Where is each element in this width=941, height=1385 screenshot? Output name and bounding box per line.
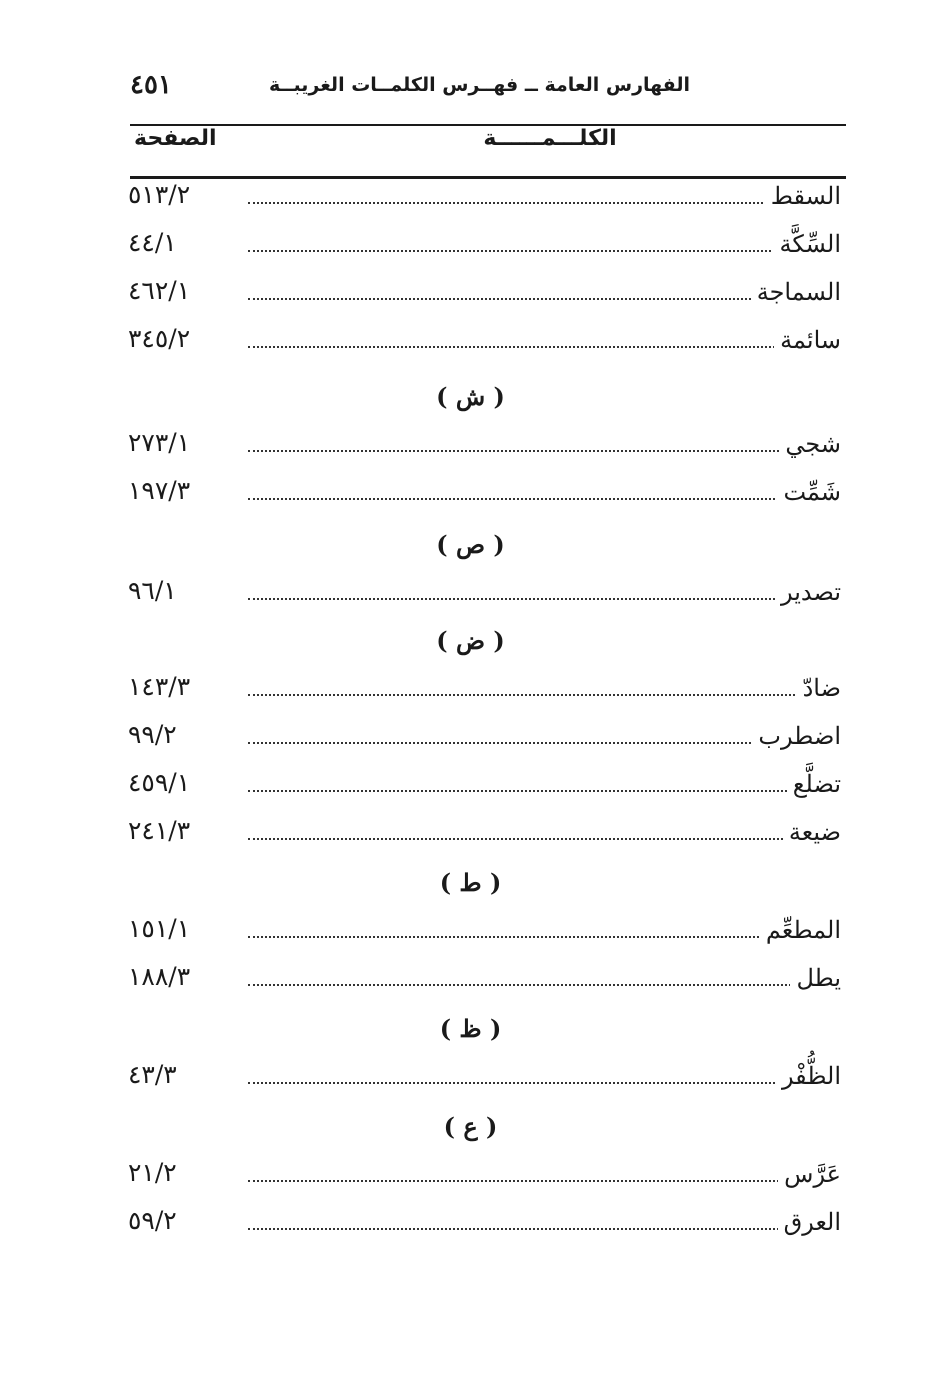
index-word: يطل [790, 964, 841, 992]
index-word: العرق [778, 1208, 841, 1236]
index-row [0, 672, 941, 712]
dot-leader [248, 742, 831, 744]
index-word: الظُّفْر [776, 1062, 841, 1090]
page-ref: ٢٧٣/١ [128, 428, 191, 457]
index-word: شجي [779, 430, 841, 458]
page-ref: ٤٤/١ [128, 228, 177, 257]
page-ref: ٣٤٥/٢ [128, 324, 191, 353]
index-row [0, 576, 941, 616]
page-ref: ٩٦/١ [128, 576, 177, 605]
index-word: تضلَّع [787, 770, 841, 798]
running-header [130, 70, 690, 110]
page-ref: ٤٦٢/١ [128, 276, 191, 305]
letter-section-heading: ( ص ) [436, 530, 505, 559]
page-ref: ٥٩/٢ [128, 1206, 177, 1235]
page-ref: ٤٥٩/١ [128, 768, 191, 797]
page-ref: ١٩٧/٣ [128, 476, 191, 505]
page-ref: ٢١/٢ [128, 1158, 177, 1187]
dot-leader [248, 694, 831, 696]
dot-leader [248, 346, 831, 348]
page-ref: ١٤٣/٣ [128, 672, 191, 701]
page-ref: ٤٣/٣ [128, 1060, 177, 1089]
index-word: السِّكَّة [773, 230, 841, 258]
index-row [0, 1158, 941, 1198]
letter-section-heading: ( ط ) [439, 868, 502, 897]
dot-leader [248, 1180, 831, 1182]
index-word: تصدير [775, 578, 841, 606]
dot-leader [248, 790, 831, 792]
dot-leader [248, 1082, 831, 1084]
table-header-rule [130, 176, 846, 179]
page-ref: ٥١٣/٢ [128, 180, 191, 209]
page-ref: ١٨٨/٣ [128, 962, 191, 991]
index-row [0, 476, 941, 516]
letter-section-heading: ( ظ ) [439, 1014, 502, 1043]
index-word: السقط [765, 182, 841, 210]
index-row [0, 768, 941, 808]
dot-leader [248, 984, 831, 986]
page-number: ٤٥١ [130, 70, 172, 100]
index-row [0, 816, 941, 856]
dot-leader [248, 936, 831, 938]
index-row [0, 324, 941, 364]
index-word: شَمِّت [777, 478, 841, 506]
page-ref: ٩٩/٢ [128, 720, 177, 749]
index-word: المطعِّم [760, 916, 841, 944]
dot-leader [248, 838, 831, 840]
dot-leader [248, 598, 831, 600]
index-row [0, 1060, 941, 1100]
index-row [0, 276, 941, 316]
index-row [0, 914, 941, 954]
page-ref: ١٥١/١ [128, 914, 191, 943]
index-word: اضطرب [752, 722, 841, 750]
dot-leader [248, 298, 831, 300]
column-header-page: الصفحة [134, 126, 217, 151]
index-row [0, 180, 941, 220]
index-word: عَرَّس [778, 1160, 841, 1188]
index-word: ضيعة [783, 818, 841, 846]
index-row [0, 228, 941, 268]
index-word: ضادّ [797, 674, 841, 702]
letter-section-heading: ( ع ) [443, 1112, 498, 1141]
dot-leader [248, 250, 831, 252]
index-row [0, 428, 941, 468]
letter-section-heading: ( ش ) [436, 382, 505, 411]
index-word: السماجة [751, 278, 841, 306]
letter-section-heading: ( ض ) [436, 626, 505, 655]
dot-leader [248, 1228, 831, 1230]
dot-leader [248, 450, 831, 452]
page-ref: ٢٤١/٣ [128, 816, 191, 845]
running-title: الفهارس العامة ــ فهــرس الكلمــات الغريبــة [268, 74, 690, 96]
index-row [0, 720, 941, 760]
index-word: سائمة [774, 326, 841, 354]
dot-leader [248, 202, 831, 204]
column-header-word: الكلـــمــــــة [483, 126, 617, 151]
index-row [0, 1206, 941, 1246]
dot-leader [248, 498, 831, 500]
index-row [0, 962, 941, 1002]
